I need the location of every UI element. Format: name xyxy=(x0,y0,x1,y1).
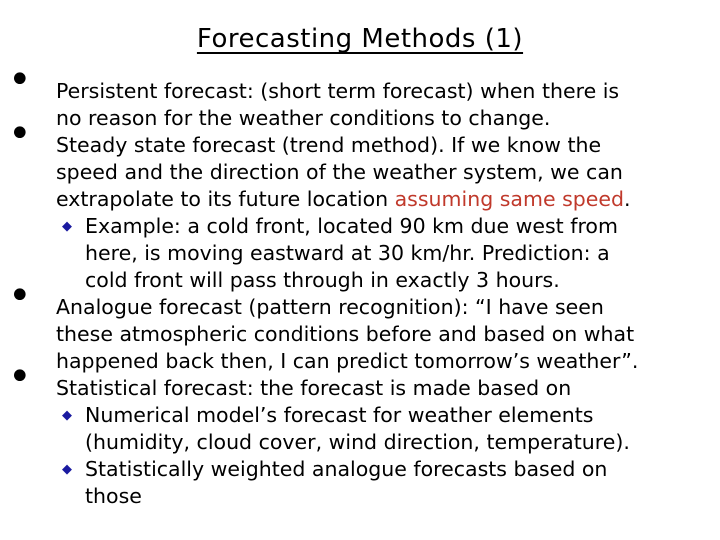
bullet-text: : (short term forecast) when there is xyxy=(246,79,620,103)
bullet-line xyxy=(56,375,720,402)
bullet-text: (pattern recognition): “I have seen xyxy=(241,295,604,319)
sub-bullet-text: (humidity, cloud cover, wind direction, temperature). xyxy=(85,430,630,454)
filled-dot-icon: • xyxy=(8,57,32,103)
bullet-term: Steady state forecast xyxy=(56,133,276,157)
highlight-text: assuming same speed xyxy=(394,187,624,211)
bullet-text: speed and the direction of the weather system, we can xyxy=(56,160,623,184)
bullet-list xyxy=(0,57,720,510)
sub-bullet-text: Example: a cold front, located 90 km due west from xyxy=(85,214,618,238)
sub-bullet-text: those xyxy=(85,484,142,508)
page-title: Forecasting Methods (1) xyxy=(196,24,524,54)
filled-dot-icon: • xyxy=(8,273,32,319)
bullet-line xyxy=(56,78,720,105)
bullet-text: these atmospheric conditions before and based on what xyxy=(56,322,635,346)
diamond-icon: ◆ xyxy=(62,219,72,234)
bullet-term: Analogue forecast xyxy=(56,295,242,319)
bullet-persistent-forecast xyxy=(0,57,720,132)
bullet-text: no reason for the weather conditions to change. xyxy=(56,106,551,130)
bullet-line xyxy=(56,186,720,213)
bullet-text: happened back then, I can predict tomorrow’s weather”. xyxy=(56,349,639,373)
bullet-term: Persistent forecast xyxy=(56,79,247,103)
filled-dot-icon: • xyxy=(8,354,32,400)
bullet-term: Statistical forecast xyxy=(56,376,247,400)
bullet-line xyxy=(56,294,720,321)
sub-bullet-numerical-model xyxy=(0,402,720,456)
sub-bullet-example xyxy=(0,213,720,294)
bullet-line xyxy=(56,132,720,159)
sub-bullet-text: Statistically weighted analogue forecasts based on xyxy=(85,457,608,481)
sub-bullet-statistical-weighting xyxy=(0,456,720,510)
bullet-text: . xyxy=(624,187,631,211)
bullet-text: (trend method). If we know the xyxy=(275,133,602,157)
diamond-icon: ◆ xyxy=(62,462,72,477)
sub-bullet-text: here, is moving eastward at 30 km/hr. Prediction: a xyxy=(85,241,610,265)
filled-dot-icon: • xyxy=(8,111,32,157)
bullet-text: : the forecast is made based on xyxy=(246,376,572,400)
sub-bullet-text: Numerical model’s forecast for weather elements xyxy=(85,403,594,427)
sub-bullet-text: cold front will pass through in exactly 3 hours. xyxy=(85,268,560,292)
bullet-text: extrapolate to its future location xyxy=(56,187,395,211)
diamond-icon: ◆ xyxy=(62,408,72,423)
